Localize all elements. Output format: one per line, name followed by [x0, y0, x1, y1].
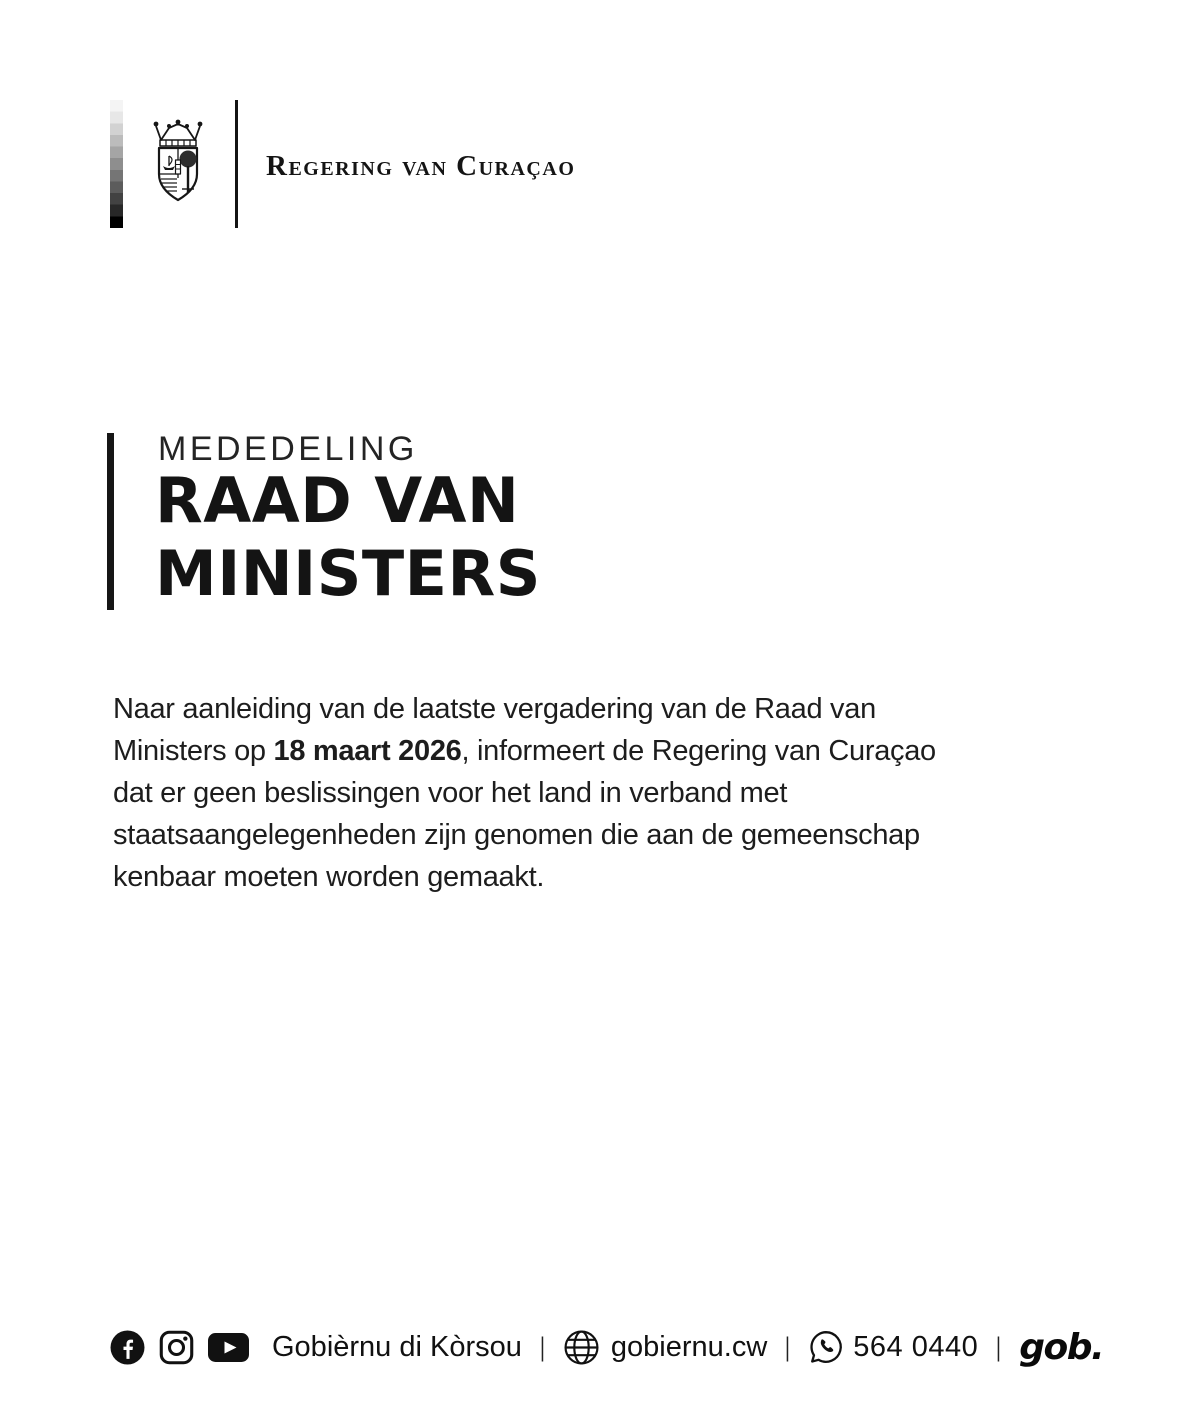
facebook-icon — [110, 1330, 145, 1365]
curacao-coat-of-arms-icon — [146, 116, 210, 208]
footer-phone: 564 0440 — [853, 1330, 979, 1363]
page-title-line1: RAAD VAN — [155, 464, 520, 537]
footer — [110, 1322, 1104, 1372]
org-name: Regering van Curaçao — [266, 150, 576, 182]
footer-separator: | — [539, 1331, 545, 1362]
youtube-icon — [208, 1333, 249, 1362]
announcement-body — [113, 688, 958, 898]
whatsapp-icon — [808, 1329, 844, 1365]
body-text-before: Naar aanleiding van de laatste vergadering van de Raad van Ministers op — [113, 693, 876, 767]
globe-icon — [563, 1329, 600, 1366]
page-title-line2: MINISTERS — [155, 537, 541, 610]
grayscale-gradient-bar — [110, 100, 123, 228]
header-divider — [235, 100, 238, 228]
footer-website: gobiernu.cw — [610, 1330, 768, 1363]
body-date: 18 maart 2026 — [273, 735, 462, 767]
footer-separator: | — [785, 1331, 791, 1362]
kicker: MEDEDELING — [158, 430, 418, 468]
page-title — [155, 464, 541, 610]
title-accent-bar — [107, 433, 114, 610]
gob-logo: gob. — [1019, 1326, 1104, 1368]
footer-account-name: Gobièrnu di Kòrsou — [272, 1330, 522, 1363]
footer-separator: | — [996, 1331, 1002, 1362]
body-text-after: , informeert de Regering van Curaçao dat er geen beslissingen voor het land in verband met staatsaangelegenheden zijn genomen die aan de gemeenschap kenbaar moeten worden gemaakt. — [113, 735, 936, 893]
instagram-icon — [159, 1330, 194, 1365]
